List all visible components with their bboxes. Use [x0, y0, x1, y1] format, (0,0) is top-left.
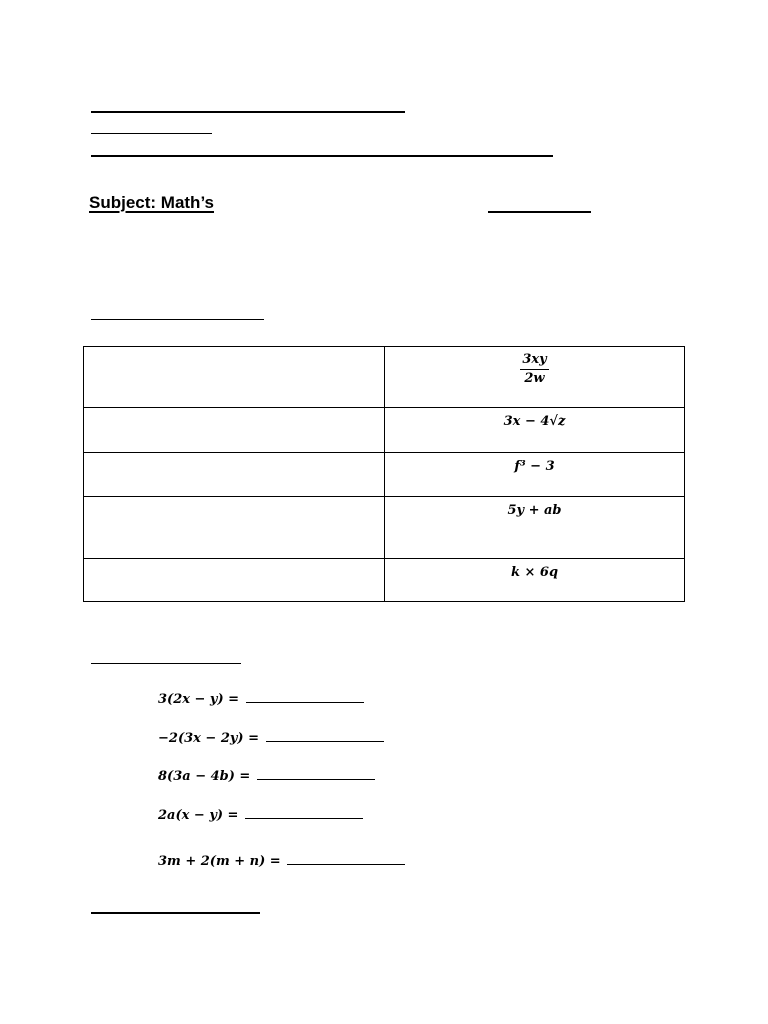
subject-label: Subject: Math’s — [89, 193, 214, 212]
expression-cell: f³ − 3 — [385, 453, 685, 497]
table-row — [84, 347, 685, 408]
table-row — [84, 453, 685, 497]
expression-cell — [385, 347, 685, 408]
equation-5 — [158, 854, 405, 869]
equation-text: 3m + 2(m + n) = — [158, 854, 281, 869]
expression-table — [83, 346, 685, 602]
date-line — [488, 211, 591, 213]
answer-blank[interactable] — [246, 702, 364, 703]
answer-cell — [84, 408, 385, 453]
answer-blank[interactable] — [266, 741, 384, 742]
equation-text: 2a(x − y) = — [158, 808, 239, 823]
expression-cell: 3x − 4√z — [385, 408, 685, 453]
expression-cell: k × 6q — [385, 559, 685, 602]
table-row — [84, 408, 685, 453]
table-row — [84, 559, 685, 602]
fraction-expression — [520, 353, 548, 387]
equation-1 — [158, 692, 364, 707]
answer-blank[interactable] — [257, 779, 375, 780]
answer-blank[interactable] — [287, 864, 405, 865]
section-heading-line-3 — [91, 912, 260, 914]
long-line — [91, 155, 553, 157]
answer-blank[interactable] — [245, 818, 363, 819]
equation-text: −2(3x − 2y) = — [158, 731, 259, 746]
fraction-numerator: 3xy — [520, 353, 548, 370]
table-row — [84, 497, 685, 559]
equation-text: 8(3a − 4b) = — [158, 769, 251, 784]
short-line — [91, 133, 212, 134]
equation-3 — [158, 769, 375, 784]
answer-cell — [84, 497, 385, 559]
section-heading-line-2 — [91, 663, 241, 664]
equation-4 — [158, 808, 363, 823]
section-heading-line-1 — [91, 319, 264, 320]
name-line — [91, 111, 405, 113]
answer-cell — [84, 347, 385, 408]
answer-cell — [84, 559, 385, 602]
answer-cell — [84, 453, 385, 497]
equation-2 — [158, 731, 384, 746]
equation-text: 3(2x − y) = — [158, 692, 240, 707]
expression-cell: 5y + ab — [385, 497, 685, 559]
fraction-denominator: 2w — [524, 371, 545, 387]
